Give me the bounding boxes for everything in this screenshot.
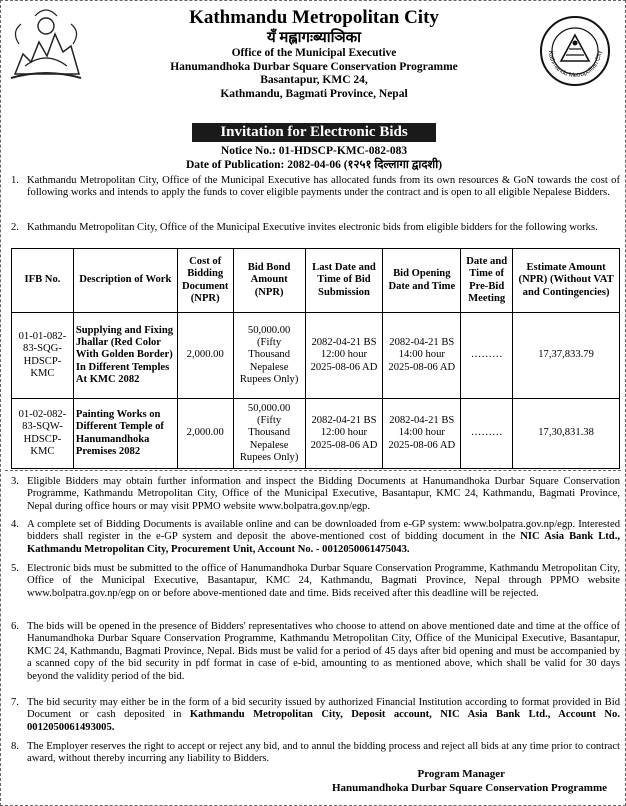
bid-bond-amount: 50,000.00 (Fifty Thousand Nepalese Rupees Only) bbox=[233, 313, 305, 399]
bid-opening-date: 2082-04-21 BS 14:00 hour 2025-08-06 AD bbox=[383, 399, 461, 469]
column-header: Bid Bond Amount (NPR) bbox=[233, 249, 305, 313]
title-devanagari: यँ मह्लागःब्याञिका bbox=[266, 30, 362, 46]
work-description: Painting Works on Different Temple of Hanumandhoka Premises 2082 bbox=[73, 399, 177, 469]
estimate-amount: 17,30,831.38 bbox=[513, 399, 620, 469]
paragraph-text: Kathmandu Metropolitan City, Office of the Municipal Executive has allocated funds from its own resources & GoN towards the cost of following works and intends to apply the funds to cover eligible payments under the contract and is open to all eligible Nepalese Bidders. bbox=[27, 175, 620, 199]
paragraph-2 bbox=[11, 222, 620, 234]
bank-account-info: NIC Asia Bank Ltd., Kathmandu Metropolitan City, Procurement Unit, Account No. - 0012050061475043. bbox=[27, 531, 620, 555]
address-line-2: Kathmandu, Bagmati Province, Nepal bbox=[220, 87, 408, 100]
invitation-banner: Invitation for Electronic Bids bbox=[192, 123, 436, 142]
paragraph-number: 4. bbox=[11, 519, 19, 530]
table-header-row bbox=[12, 249, 620, 313]
paragraph-number: 8. bbox=[11, 741, 19, 752]
column-header: Date and Time of Pre-Bid Meeting bbox=[461, 249, 513, 313]
paragraph-4 bbox=[11, 519, 620, 556]
pre-bid-meeting: ……… bbox=[461, 313, 513, 399]
column-header: Cost of Bidding Document (NPR) bbox=[177, 249, 233, 313]
bids-table bbox=[11, 248, 620, 469]
paragraph-8 bbox=[11, 741, 620, 766]
paragraph-number: 2. bbox=[11, 222, 19, 233]
paragraph-number: 7. bbox=[11, 697, 19, 708]
table-row bbox=[12, 399, 620, 469]
notice-number: Notice No.: 01-HDSCP-KMC-082-083 bbox=[220, 145, 408, 157]
paragraph-7 bbox=[11, 697, 620, 734]
paragraph-text: Electronic bids must be submitted to the office of Hanumandhoka Durbar Square Conservation Programme, Kathmandu Metropolitan City, Office of the Municipal Executive, Basantapur, KMC 24, Kathmandu, Bagmati Province, Nepal through PPMO website www.bolpatra.gov.np/egp on or before above-mentioned date and time. Bids received after this deadline will be rejected. bbox=[27, 563, 620, 599]
section-divider bbox=[5, 470, 621, 471]
column-header: Last Date and Time of Bid Submission bbox=[305, 249, 383, 313]
paragraph-number: 6. bbox=[11, 621, 19, 632]
paragraph-number: 1. bbox=[11, 175, 19, 186]
submission-deadline: 2082-04-21 BS 12:00 hour 2025-08-06 AD bbox=[305, 399, 383, 469]
paragraph-text: A complete set of Bidding Documents is available online and can be downloaded from e-GP system: www.bolpatra.gov.np/egp. Interested bidders shall register in the e-GP system and deposit the above-mentioned cost of bidding document in the bbox=[27, 519, 620, 543]
paragraph-text: The bids will be opened in the presence of Bidders' representatives who choose to attend on above mentioned date and time at the office of Hanumandhoka Durbar Square Conservation Programme, Kathmandu Metropolitan City, Office of the Municipal Executive, Basantapur, KMC 24, Kathmandu, Bagmati Province, Nepal. Bids must be valid for a period of 45 days after bid opening and must be accompanied by a scanned copy of the bid security in pdf format in case of e-bid, amounting to as mentioned above, which shall be valid for 30 days beyond the validity period of the bid. bbox=[27, 621, 620, 682]
paragraph-1 bbox=[11, 175, 620, 200]
paragraph-3 bbox=[11, 476, 620, 513]
paragraph-text: The Employer reserves the right to accept or reject any bid, and to annul the bidding process and reject all bids at any time prior to contract award, without thereby incurring any liability to Bidders. bbox=[27, 741, 620, 765]
paragraph-number: 3. bbox=[11, 476, 19, 487]
paragraph-text-container bbox=[27, 519, 620, 556]
kmc-seal-logo bbox=[539, 15, 611, 87]
submission-deadline: 2082-04-21 BS 12:00 hour 2025-08-06 AD bbox=[305, 313, 383, 399]
programme-name: Hanumandhoka Durbar Square Conservation Programme bbox=[170, 60, 458, 73]
document-cost: 2,000.00 bbox=[177, 313, 233, 399]
paragraph-text-container bbox=[27, 697, 620, 734]
bid-opening-date: 2082-04-21 BS 14:00 hour 2025-08-06 AD bbox=[383, 313, 461, 399]
paragraph-text: Eligible Bidders may obtain further information and inspect the Bidding Documents at Hanumandhoka Durbar Square Conservation Programme, Kathmandu Metropolitan City, Office of the Municipal Executive, Basantapur, KMC 24, Kathmandu, Bagmati Province, Nepal during office hours or may visit PPMO website www.bolpatra.gov.np/egp. bbox=[27, 476, 620, 512]
notice-meta bbox=[111, 144, 517, 172]
paragraph-number: 5. bbox=[11, 563, 19, 574]
svg-text:Kathmandu Metropolitan City: Kathmandu Metropolitan City bbox=[546, 50, 604, 80]
signature-title: Program Manager bbox=[417, 768, 505, 780]
work-description: Supplying and Fixing Jhallar (Red Color With Golden Border) In Different Temples At KMC 2082 bbox=[73, 313, 177, 399]
column-header: IFB No. bbox=[12, 249, 74, 313]
ifb-number: 01-02-082-83-SQW-HDSCP-KMC bbox=[12, 399, 74, 469]
document-cost: 2,000.00 bbox=[177, 399, 233, 469]
nepal-emblem-logo bbox=[5, 4, 87, 82]
pre-bid-meeting: ……… bbox=[461, 399, 513, 469]
deposit-account-info: Kathmandu Metropolitan City, Deposit account, NIC Asia Bank Ltd., Account No. 0012050061493005. bbox=[27, 709, 620, 733]
column-header: Bid Opening Date and Time bbox=[383, 249, 461, 313]
column-header: Description of Work bbox=[73, 249, 177, 313]
paragraph-6 bbox=[11, 621, 620, 683]
bid-bond-amount: 50,000.00 (Fifty Thousand Nepalese Rupees Only) bbox=[233, 399, 305, 469]
publication-date: Date of Publication: 2082-04-06 (१२५१ दिल्लागा द्वादशी) bbox=[185, 159, 443, 171]
office-name: Office of the Municipal Executive bbox=[231, 47, 397, 59]
paragraph-text: The bid security may either be in the form of a bid security issued by authorized Financial Institution according to format provided in Bid Document or cash deposited in bbox=[27, 697, 620, 721]
estimate-amount: 17,37,833.79 bbox=[513, 313, 620, 399]
paragraph-text: Kathmandu Metropolitan City, Office of the Municipal Executive invites electronic bids from eligible bidders for the following works. bbox=[27, 222, 598, 233]
address-line-1: Basantapur, KMC 24, bbox=[260, 74, 368, 86]
table-row bbox=[12, 313, 620, 399]
page-title: Kathmandu Metropolitan City bbox=[189, 7, 439, 28]
paragraph-5 bbox=[11, 563, 620, 600]
header bbox=[111, 7, 517, 101]
ifb-number: 01-01-082-83-SQG-HDSCP-KMC bbox=[12, 313, 74, 399]
signature-programme: Hanumandhoka Durbar Square Conservation Programme bbox=[331, 782, 607, 794]
column-header: Estimate Amount (NPR) (Without VAT and Contingencies) bbox=[513, 249, 620, 313]
